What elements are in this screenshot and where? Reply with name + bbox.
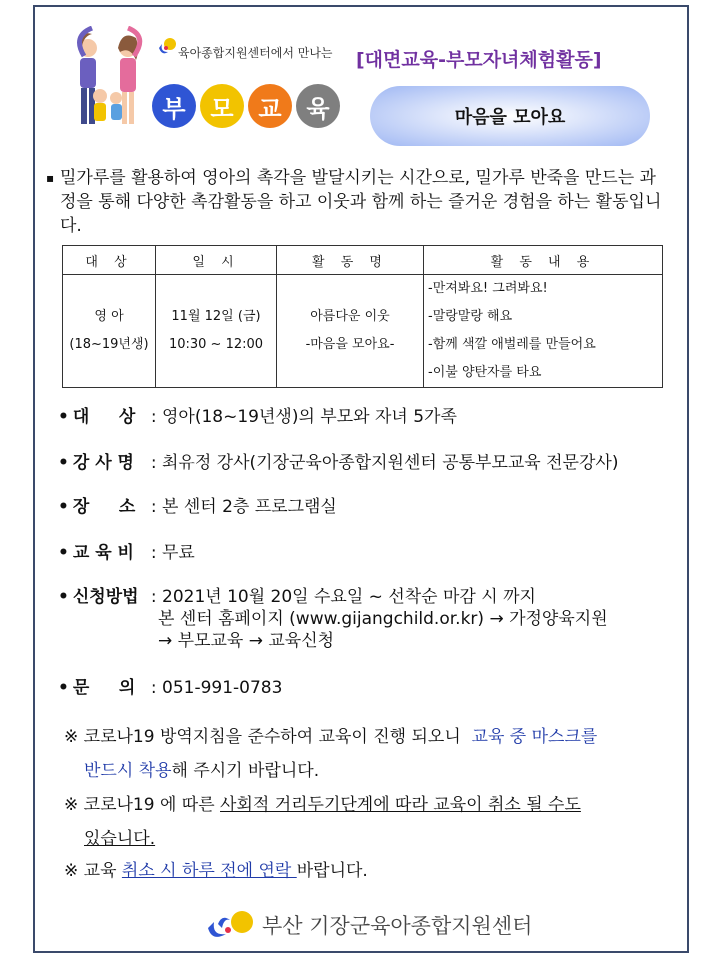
apply-value-3: → 부모교육 → 교육신청 (158, 631, 335, 651)
center-logo-icon (156, 36, 178, 58)
note-highlight: 취소 시 하루 전에 연락 (121, 861, 297, 881)
note-2-line-2 (84, 824, 155, 849)
target-label: 대 상 (72, 407, 136, 427)
center-logo-icon (204, 908, 256, 942)
header-date: 일 시 (156, 246, 277, 275)
note-underline: 사회적 거리두기단계에 따라 교육이 취소 될 수도 (220, 795, 581, 815)
footer (204, 908, 532, 942)
note-text: 바랍니다. (296, 861, 368, 881)
info-instructor: • 강 사 명 : 최유정 강사(기장군육아종합지원센터 공통부모교육 전문강사) (58, 448, 618, 473)
table-header-row (63, 246, 663, 275)
contact-label: 문 의 (72, 678, 136, 698)
intro-text: 밀가루를 활용하여 영아의 촉각을 발달시키는 시간으로, 밀가루 반죽을 만드는 과정을 통해 다양한 촉감활동을 하고 이웃과 함께 하는 즐거운 경험을 하는 활동입니다. (60, 168, 662, 236)
apply-value-2: 본 센터 홈페이지 (www.gijangchild.or.kr) → 가정양육지원 (158, 609, 608, 629)
content-item: -함께 색깔 애벌레를 만들어요 (428, 337, 596, 352)
target-line-1: 영 아 (94, 309, 124, 324)
header-tagline: 육아종합지원센터에서 만나는 (178, 46, 333, 60)
note-highlight: 반드시 착용 (84, 761, 172, 781)
family-illustration (70, 26, 150, 134)
content-item: -만져봐요! 그려봐요! (428, 281, 548, 296)
fee-label: 교 육 비 (72, 543, 134, 563)
logo-circle-1: 부 (152, 84, 196, 128)
table-row (63, 275, 663, 388)
cell-date (156, 275, 277, 388)
logo-circle-2: 모 (200, 84, 244, 128)
note-2-line-1 (64, 790, 581, 815)
date-line-1: 11월 12일 (금) (171, 309, 261, 324)
activity-name-line-2: -마음을 모아요- (305, 337, 395, 352)
note-text: ※ 코로나19 방역지침을 준수하여 교육이 진행 되오니 (64, 727, 472, 747)
info-apply: • 신청방법 : 2021년 10월 20일 수요일 ~ 선착순 마감 시 까지 (58, 582, 536, 607)
note-text: 해 주시기 바랍니다. (171, 761, 320, 781)
date-line-2: 10:30 ~ 12:00 (168, 337, 264, 352)
header-activity-content: 활 동 내 용 (424, 246, 663, 275)
info-place: • 장 소 : 본 센터 2층 프로그램실 (58, 492, 337, 517)
info-contact: • 문 의 : 051-991-0783 (58, 673, 282, 698)
intro-paragraph (46, 166, 666, 238)
note-1-line-2 (84, 756, 319, 781)
instructor-label: 강 사 명 (72, 453, 134, 473)
content-item: -말랑말랑 해요 (428, 309, 513, 324)
cell-activity-name (277, 275, 424, 388)
apply-value-1: : 2021년 10월 20일 수요일 ~ 선착순 마감 시 까지 (150, 587, 536, 607)
cell-activity-content (424, 275, 663, 388)
target-line-2: (18~19년생) (69, 337, 149, 352)
program-category: [대면교육-부모자녀체험활동] (356, 49, 602, 71)
contact-value: : 051-991-0783 (150, 678, 283, 698)
note-highlight: 교육 중 마스크를 (471, 727, 598, 747)
bullet-icon: ▪ (46, 171, 55, 185)
activity-name-line-1: 아름다운 이웃 (310, 309, 390, 324)
parent-education-logo (152, 84, 340, 128)
schedule-table (62, 245, 663, 388)
note-3 (64, 856, 368, 881)
note-text: ※ 코로나19 에 따른 (64, 795, 221, 815)
logo-circle-3: 교 (248, 84, 292, 128)
content-item: -이불 양탄자를 타요 (428, 365, 542, 380)
target-value: : 영아(18~19년생)의 부모와 자녀 5가족 (150, 407, 457, 427)
program-title: 마음을 모아요 (370, 86, 650, 146)
logo-circle-4: 육 (296, 84, 340, 128)
note-1-line-1 (64, 722, 597, 747)
footer-center-name: 부산 기장군육아종합지원센터 (262, 914, 533, 938)
note-underline: 있습니다. (84, 829, 156, 849)
info-target: • 대 상 : 영아(18~19년생)의 부모와 자녀 5가족 (58, 402, 457, 427)
instructor-value: : 최유정 강사(기장군육아종합지원센터 공통부모교육 전문강사) (150, 453, 619, 473)
info-fee: • 교 육 비 : 무료 (58, 538, 195, 563)
place-value: : 본 센터 2층 프로그램실 (150, 497, 337, 517)
apply-label: 신청방법 (72, 587, 139, 607)
header-target: 대 상 (63, 246, 156, 275)
note-text: ※ 교육 (64, 861, 122, 881)
header-activity-name: 활 동 명 (277, 246, 424, 275)
cell-target (63, 275, 156, 388)
place-label: 장 소 (72, 497, 136, 517)
fee-value: : 무료 (150, 543, 195, 563)
